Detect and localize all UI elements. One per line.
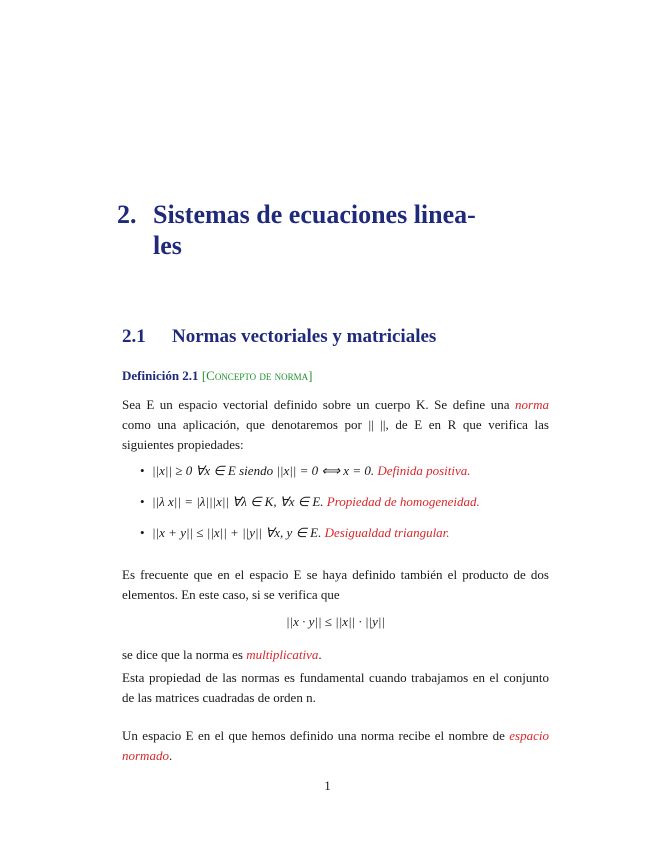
intro-term-norma: norma xyxy=(515,397,549,412)
bullet-formula-1: ||x|| ≥ 0 ∀x ∈ E siendo ||x|| = 0 ⟺ x = 0. xyxy=(152,463,375,478)
normed-term: espacio normado xyxy=(122,728,549,763)
multiplicative-end: . xyxy=(318,647,322,662)
chapter-title-line1: Sistemas de ecuaciones linea- xyxy=(153,200,476,229)
section-number: 2.1 xyxy=(122,326,146,347)
intro-paragraph xyxy=(122,395,549,455)
bullet-note-3: Desigualdad triangular. xyxy=(324,525,450,540)
definition-label: Definición 2.1 xyxy=(122,368,199,383)
definition-heading xyxy=(122,368,312,384)
normed-end: . xyxy=(168,748,173,763)
bullet-formula-3: ||x + y|| ≤ ||x|| + ||y|| ∀x, y ∈ E. xyxy=(152,525,322,540)
page-number: 1 xyxy=(324,778,331,793)
normed-text: Un espacio E en el que hemos definido una norma recibe el nombre de xyxy=(122,728,510,743)
multiplicative-text: se dice que la norma es xyxy=(122,647,247,662)
definition-name: [Concepto de norma] xyxy=(201,368,313,383)
bullet-icon: • xyxy=(140,463,145,478)
chapter-heading xyxy=(117,199,557,261)
chapter-number: 2. xyxy=(117,200,137,229)
bullet-icon: • xyxy=(140,525,145,540)
intro-text-2: como una aplicación, que denotaremos por || ||, de E en R que verifica las siguientes propiedades: xyxy=(122,417,549,452)
intro-text-1: Sea E un espacio vectorial definido sobre un cuerpo K. Se define una xyxy=(122,397,516,412)
chapter-title-line2: les xyxy=(153,231,182,260)
bullet-icon: • xyxy=(140,494,145,509)
paragraph-multiplicative xyxy=(122,645,549,665)
paragraph-product: Es frecuente que en el espacio E se haya definido también el producto de dos elementos. En este caso, si se verifica que xyxy=(122,567,549,602)
paragraph-matrices: Esta propiedad de las normas es fundamental cuando trabajamos en el conjunto de las matrices cuadradas de orden n. xyxy=(122,670,549,705)
bullet-formula-2: ||λ x|| = |λ|||x|| ∀λ ∈ K, ∀x ∈ E. xyxy=(152,494,324,509)
section-title: Normas vectoriales y matriciales xyxy=(172,326,437,347)
paragraph-normed-space xyxy=(122,726,549,766)
bullet-note-1: Definida positiva. xyxy=(377,463,471,478)
bullet-item-2 xyxy=(140,492,550,512)
bullet-note-2: Propiedad de homogeneidad. xyxy=(326,494,480,509)
bullet-item-3 xyxy=(140,523,550,543)
multiplicative-term: multiplicativa xyxy=(246,647,319,662)
bullet-item-1 xyxy=(140,461,550,481)
display-formula: ||x · y|| ≤ ||x|| · ||y|| xyxy=(285,614,386,629)
section-heading xyxy=(122,326,436,348)
